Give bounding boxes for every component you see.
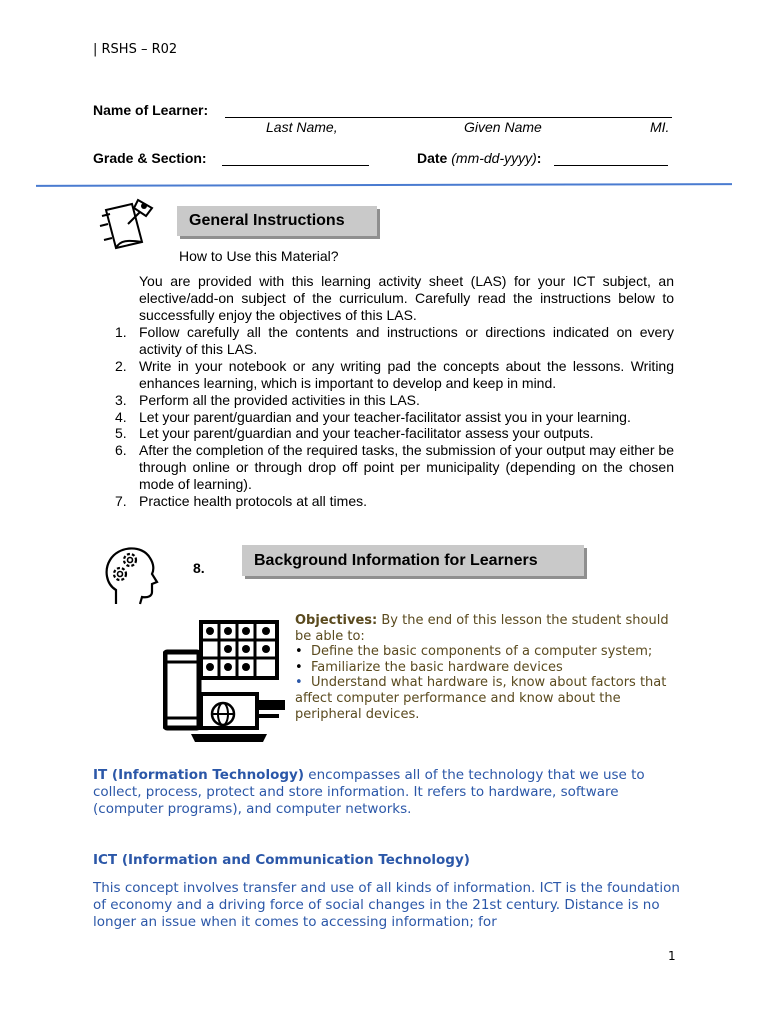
date-format: (mm-dd-yyyy) xyxy=(451,150,537,166)
sticky-note-pin-icon xyxy=(98,196,162,256)
list-item: • Define the basic components of a computer system; xyxy=(295,644,653,660)
section-number: 8. xyxy=(193,560,205,576)
objectives-intro: Objectives: By the end of this lesson the student should be able to: xyxy=(295,613,669,644)
name-line xyxy=(225,117,672,118)
objectives-label: Objectives: xyxy=(295,613,378,628)
background-title: Background Information for Learners xyxy=(242,545,584,576)
last-name-caption: Last Name, xyxy=(266,119,338,135)
general-instructions-title: General Instructions xyxy=(177,206,377,236)
mi-caption: MI. xyxy=(650,119,670,135)
it-paragraph: IT (Information Technology) encompasses all of the technology that we use to collect, process, protect and store information. It refers to hardware, software (computer programs), and computer networks. xyxy=(93,767,645,817)
ict-heading: ICT (Information and Communication Technology) xyxy=(93,852,470,868)
list-item: 7. Practice health protocols at all times. xyxy=(115,493,367,510)
list-item: • Familiarize the basic hardware devices xyxy=(295,659,563,675)
list-item: 4. Let your parent/guardian and your teacher-facilitator assist you in your learning. xyxy=(115,408,631,425)
grade-line xyxy=(222,165,369,166)
header-separator xyxy=(36,183,732,187)
date-line xyxy=(554,165,668,166)
date-label: Date xyxy=(417,150,448,166)
given-name-caption: Given Name xyxy=(464,119,542,135)
list-item: 6. After the completion of the required tasks, the submission of your output may either be through online or through drop off point per municipality (depending on the chosen mode of learning). xyxy=(115,442,674,493)
it-term: IT (Information Technology) xyxy=(93,767,304,783)
list-item: 3. Perform all the provided activities in this LAS. xyxy=(115,391,420,408)
head-gears-icon xyxy=(102,544,160,606)
objectives-block xyxy=(295,613,675,722)
ict-paragraph: This concept involves transfer and use of all kinds of information. ICT is the foundation of economy and a driving force of social changes in the 21st century. Distance is no longer an issue when it comes to accessing information; for xyxy=(93,880,680,930)
name-of-learner-label: Name of Learner: xyxy=(93,102,209,118)
computer-devices-icon xyxy=(163,620,291,746)
document-code: | RSHS – R02 xyxy=(93,42,178,57)
list-item: 5. Let your parent/guardian and your teacher-facilitator assess your outputs. xyxy=(115,425,594,442)
list-item: 1. Follow carefully all the contents and instructions or directions indicated on every activity of this LAS. xyxy=(115,324,674,357)
instruction-list xyxy=(93,324,674,510)
page-number: 1 xyxy=(668,949,676,963)
list-item: 2. Write in your notebook or any writing pad the concepts about the lessons. Writing enhances learning, which is important to develop and keep in mind. xyxy=(115,357,674,391)
date-label-group xyxy=(417,150,541,166)
general-intro: You are provided with this learning activity sheet (LAS) for your ICT subject, an elective/add-on subject of the curriculum. Carefully read the instructions below to successfully enjoy the objectives of this LAS. xyxy=(139,273,674,323)
date-colon: : xyxy=(536,150,542,166)
how-to-use-heading: How to Use this Material? xyxy=(179,248,339,264)
grade-section-label: Grade & Section: xyxy=(93,150,207,166)
list-item: • Understand what hardware is, know about factors that affect computer performance and know about the peripheral devices. xyxy=(295,675,667,722)
